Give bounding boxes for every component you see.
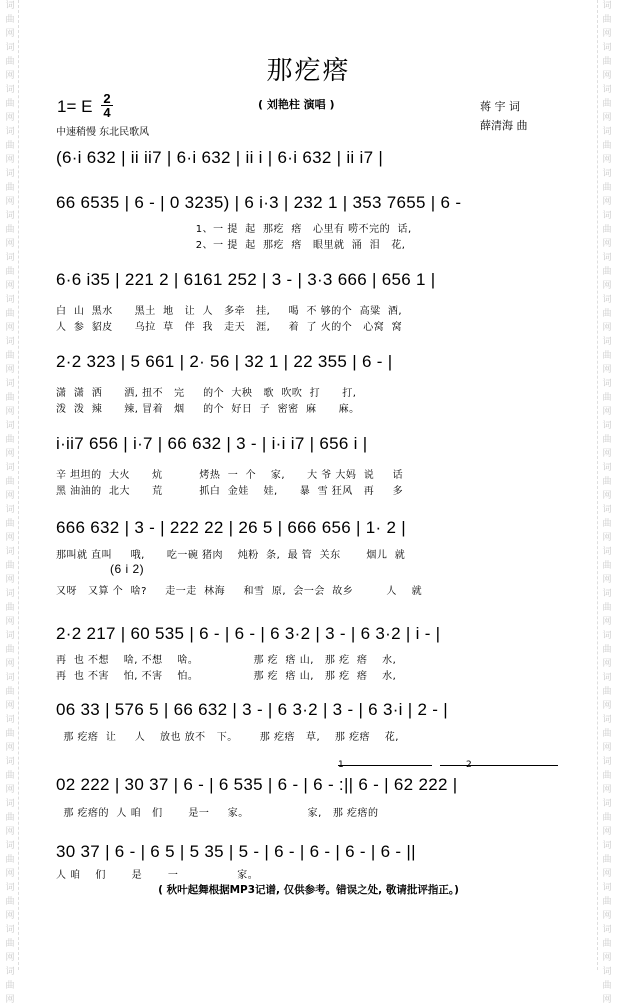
watermark-char: 网	[5, 491, 15, 501]
watermark-char: 网	[5, 953, 15, 963]
watermark-char: 网	[5, 323, 15, 333]
watermark-char: 曲	[602, 561, 612, 571]
lyric-line-2a: 1、一 提 起 那疙 瘩 心里有 唠不完的 话,	[56, 224, 412, 235]
watermark-char: 网	[602, 953, 612, 963]
watermark-char: 词	[602, 463, 612, 473]
watermark-right	[600, 0, 614, 1005]
volta-1: 1	[338, 760, 344, 770]
lyric-line-5b: 黑 油油的 北大 荒 抓白 金娃 娃, 暴 雪 狂风 再 多	[56, 486, 404, 497]
watermark-char: 词	[602, 295, 612, 305]
lyric-line-10: 人 咱 们 是 一 家。	[56, 870, 259, 881]
watermark-char: 词	[602, 757, 612, 767]
watermark-char: 曲	[602, 309, 612, 319]
lyric-line-4a: 潇 潇 洒 洒, 扭不 完 的个 大秧 歌 吹吹 打 打,	[56, 388, 357, 399]
volta-1-line	[338, 765, 432, 766]
watermark-char: 词	[5, 799, 15, 809]
watermark-char: 词	[5, 253, 15, 263]
composer-credit: 薛清海 曲	[480, 119, 528, 132]
watermark-char: 网	[5, 407, 15, 417]
watermark-char: 词	[602, 43, 612, 53]
watermark-char: 词	[5, 169, 15, 179]
watermark-char: 网	[5, 197, 15, 207]
key-signature: 1= E	[57, 97, 93, 116]
watermark-char: 网	[5, 659, 15, 669]
watermark-char: 词	[5, 967, 15, 977]
watermark-char: 词	[602, 547, 612, 557]
watermark-char: 网	[602, 701, 612, 711]
volta-2: 2	[466, 760, 472, 770]
watermark-char: 词	[5, 127, 15, 137]
watermark-char: 词	[5, 925, 15, 935]
watermark-char: 词	[602, 85, 612, 95]
watermark-char: 词	[5, 463, 15, 473]
watermark-char: 曲	[602, 813, 612, 823]
lyricist-credit: 蒋 宇 词	[480, 100, 520, 113]
watermark-char: 网	[5, 785, 15, 795]
score-line-1: (6·i 632 | ii ii7 | 6·i 632 | ii i | 6·i 632 | ii i7 |	[56, 148, 384, 167]
time-sig-bottom: 4	[103, 105, 111, 120]
watermark-char: 曲	[5, 771, 15, 781]
watermark-char: 网	[5, 575, 15, 585]
watermark-char: 词	[602, 967, 612, 977]
watermark-char: 网	[5, 29, 15, 39]
score-line-3: 6·6 i35 | 221 2 | 6161 252 | 3 - | 3·3 666 | 656 1 |	[56, 270, 436, 289]
watermark-char: 曲	[5, 57, 15, 67]
lyric-line-7a: 再 也 不想 啥, 不想 啥。 那 疙 瘩 山, 那 疙 瘩 水,	[56, 655, 397, 666]
time-sig-top: 2	[103, 91, 111, 106]
watermark-char: 网	[5, 911, 15, 921]
watermark-char: 曲	[602, 351, 612, 361]
score-line-7: 2·2 217 | 60 535 | 6 - | 6 - | 6 3·2 | 3 - | 6 3·2 | i - |	[56, 624, 441, 643]
watermark-char: 曲	[5, 99, 15, 109]
watermark-char: 曲	[5, 561, 15, 571]
watermark-char: 词	[602, 589, 612, 599]
aside-notation: (6 i 2)	[110, 562, 145, 576]
watermark-char: 网	[5, 71, 15, 81]
watermark-char: 词	[5, 883, 15, 893]
watermark-char: 曲	[602, 729, 612, 739]
watermark-char: 词	[5, 421, 15, 431]
watermark-char: 网	[602, 239, 612, 249]
watermark-char: 词	[602, 253, 612, 263]
watermark-char: 词	[5, 505, 15, 515]
watermark-char: 曲	[5, 393, 15, 403]
watermark-char: 曲	[602, 393, 612, 403]
watermark-char: 词	[5, 379, 15, 389]
watermark-char: 网	[602, 785, 612, 795]
watermark-char: 网	[602, 29, 612, 39]
score-line-4: 2·2 323 | 5 661 | 2· 56 | 32 1 | 22 355 | 6 - |	[56, 352, 393, 371]
watermark-char: 网	[5, 533, 15, 543]
lyric-line-7b: 再 也 不害 怕, 不害 怕。 那 疙 瘩 山, 那 疙 瘩 水,	[56, 671, 397, 682]
volta-2-line	[440, 765, 558, 766]
lyric-line-9: 那 疙瘩的 人 咱 们 是一 家。 家, 那 疙瘩的	[56, 808, 379, 819]
watermark-char: 曲	[5, 267, 15, 277]
watermark-char: 词	[5, 757, 15, 767]
lyric-line-3a: 白 山 黑水 黑土 地 让 人 多牵 挂, 喝 不 够的个 高粱 酒,	[56, 306, 403, 317]
watermark-char: 曲	[602, 225, 612, 235]
watermark-char: 网	[5, 113, 15, 123]
watermark-char: 词	[602, 715, 612, 725]
watermark-char: 曲	[602, 477, 612, 487]
transcriber-note: ( 秋叶起舞根据MP3记谱, 仅供参考。错误之处, 敬请批评指正。)	[158, 884, 459, 896]
watermark-char: 网	[5, 743, 15, 753]
watermark-char: 词	[602, 631, 612, 641]
watermark-char: 曲	[5, 603, 15, 613]
watermark-char: 网	[5, 155, 15, 165]
watermark-char: 网	[602, 71, 612, 81]
watermark-char: 网	[5, 449, 15, 459]
watermark-char: 网	[602, 113, 612, 123]
watermark-char: 曲	[5, 225, 15, 235]
watermark-char: 网	[602, 197, 612, 207]
watermark-char: 曲	[602, 183, 612, 193]
lyric-line-8: 那 疙瘩 让 人 放也 放不 下。 那 疙瘩 草, 那 疙瘩 花,	[56, 732, 399, 743]
watermark-char: 词	[5, 631, 15, 641]
watermark-char: 曲	[602, 15, 612, 25]
watermark-char: 曲	[602, 603, 612, 613]
watermark-char: 曲	[602, 57, 612, 67]
singer-credit: ( 刘艳柱 演唱 )	[258, 98, 335, 111]
watermark-char: 网	[5, 701, 15, 711]
watermark-char: 词	[5, 589, 15, 599]
watermark-char: 网	[602, 155, 612, 165]
time-signature	[101, 92, 113, 119]
watermark-char: 词	[602, 505, 612, 515]
watermark-char: 词	[5, 1, 15, 11]
watermark-char: 词	[602, 841, 612, 851]
watermark-char: 曲	[602, 687, 612, 697]
watermark-char: 曲	[5, 981, 15, 991]
watermark-char: 曲	[5, 183, 15, 193]
score-line-10: 30 37 | 6 - | 6 5 | 5 35 | 5 - | 6 - | 6 - | 6 - | 6 - ||	[56, 842, 416, 861]
watermark-char: 词	[5, 337, 15, 347]
lyric-line-4b: 泼 泼 辣 辣, 冒着 烟 的个 好日 子 密密 麻 麻。	[56, 404, 360, 415]
watermark-char: 网	[602, 449, 612, 459]
watermark-char: 曲	[5, 645, 15, 655]
watermark-char: 词	[602, 1, 612, 11]
watermark-char: 网	[602, 365, 612, 375]
watermark-char: 词	[5, 715, 15, 725]
watermark-char: 网	[602, 491, 612, 501]
watermark-char: 词	[602, 211, 612, 221]
watermark-char: 网	[5, 239, 15, 249]
left-border	[18, 0, 20, 970]
watermark-char: 曲	[5, 939, 15, 949]
watermark-char: 曲	[5, 519, 15, 529]
watermark-char: 曲	[602, 771, 612, 781]
watermark-char: 网	[602, 869, 612, 879]
watermark-char: 词	[5, 673, 15, 683]
right-border	[597, 0, 599, 970]
lyric-line-2b: 2、一 提 起 那疙 瘩 眼里就 涌 泪 花,	[56, 240, 406, 251]
watermark-char: 网	[602, 281, 612, 291]
watermark-char: 曲	[5, 141, 15, 151]
lyric-line-6b: 又呀 又算 个 啥? 走一走 林海 和雪 原, 会一会 故乡 人 就	[56, 586, 423, 597]
watermark-char: 词	[602, 169, 612, 179]
watermark-char: 曲	[5, 855, 15, 865]
watermark-char: 曲	[602, 435, 612, 445]
score-line-9: 02 222 | 30 37 | 6 - | 6 535 | 6 - | 6 - :|| 6 - | 62 222 |	[56, 775, 458, 794]
watermark-char: 曲	[602, 855, 612, 865]
watermark-left	[3, 0, 17, 1005]
watermark-char: 词	[5, 85, 15, 95]
watermark-char: 词	[5, 295, 15, 305]
watermark-char: 网	[602, 827, 612, 837]
watermark-char: 网	[5, 827, 15, 837]
watermark-char: 曲	[5, 15, 15, 25]
watermark-char: 网	[602, 659, 612, 669]
watermark-char: 曲	[5, 435, 15, 445]
watermark-char: 网	[602, 575, 612, 585]
song-title: 那疙瘩	[266, 56, 351, 86]
score-line-5: i·ii7 656 | i·7 | 66 632 | 3 - | i·i i7 | 656 i |	[56, 434, 368, 453]
score-line-8: 06 33 | 576 5 | 66 632 | 3 - | 6 3·2 | 3 - | 6 3·i | 2 - |	[56, 700, 448, 719]
watermark-char: 网	[602, 533, 612, 543]
watermark-char: 词	[602, 673, 612, 683]
lyric-line-6a: 那叫就 直叫 哦, 吃一碗 猪肉 炖粉 条, 最 管 关东 烟儿 就	[56, 550, 406, 561]
watermark-char: 曲	[5, 729, 15, 739]
tempo-marking: 中速稍慢 东北民歌风	[56, 127, 150, 138]
score-line-2: 66 6535 | 6 - | 0 3235) | 6 i·3 | 232 1 | 353 7655 | 6 -	[56, 193, 462, 212]
watermark-char: 曲	[602, 519, 612, 529]
watermark-char: 网	[5, 365, 15, 375]
watermark-char: 曲	[602, 267, 612, 277]
watermark-char: 网	[5, 281, 15, 291]
watermark-char: 词	[602, 337, 612, 347]
watermark-char: 网	[5, 617, 15, 627]
watermark-char: 曲	[602, 939, 612, 949]
watermark-char: 网	[602, 995, 612, 1005]
watermark-char: 词	[5, 841, 15, 851]
watermark-char: 曲	[5, 897, 15, 907]
watermark-char: 曲	[602, 99, 612, 109]
watermark-char: 曲	[602, 141, 612, 151]
lyric-line-3b: 人 参 貂皮 乌拉 草 伴 我 走天 涯, 着 了 火的个 心窝 窝	[56, 322, 403, 333]
watermark-char: 曲	[5, 351, 15, 361]
watermark-char: 网	[602, 407, 612, 417]
score-line-6: 666 632 | 3 - | 222 22 | 26 5 | 666 656 | 1· 2 |	[56, 518, 406, 537]
watermark-char: 词	[5, 211, 15, 221]
watermark-char: 网	[602, 617, 612, 627]
watermark-char: 词	[602, 925, 612, 935]
watermark-char: 网	[602, 743, 612, 753]
watermark-char: 词	[602, 379, 612, 389]
watermark-char: 词	[602, 799, 612, 809]
watermark-char: 曲	[5, 309, 15, 319]
watermark-char: 词	[602, 127, 612, 137]
watermark-char: 网	[602, 323, 612, 333]
watermark-char: 词	[602, 883, 612, 893]
watermark-char: 网	[602, 911, 612, 921]
watermark-char: 曲	[5, 687, 15, 697]
watermark-char: 曲	[602, 645, 612, 655]
watermark-char: 曲	[5, 813, 15, 823]
lyric-line-5a: 辛 坦坦的 大火 炕 烤热 一 个 家, 大 爷 大妈 说 话	[56, 470, 404, 481]
watermark-char: 网	[5, 869, 15, 879]
watermark-char: 曲	[602, 981, 612, 991]
watermark-char: 网	[5, 995, 15, 1005]
watermark-char: 词	[602, 421, 612, 431]
watermark-char: 词	[5, 43, 15, 53]
watermark-char: 词	[5, 547, 15, 557]
watermark-char: 曲	[602, 897, 612, 907]
watermark-char: 曲	[5, 477, 15, 487]
